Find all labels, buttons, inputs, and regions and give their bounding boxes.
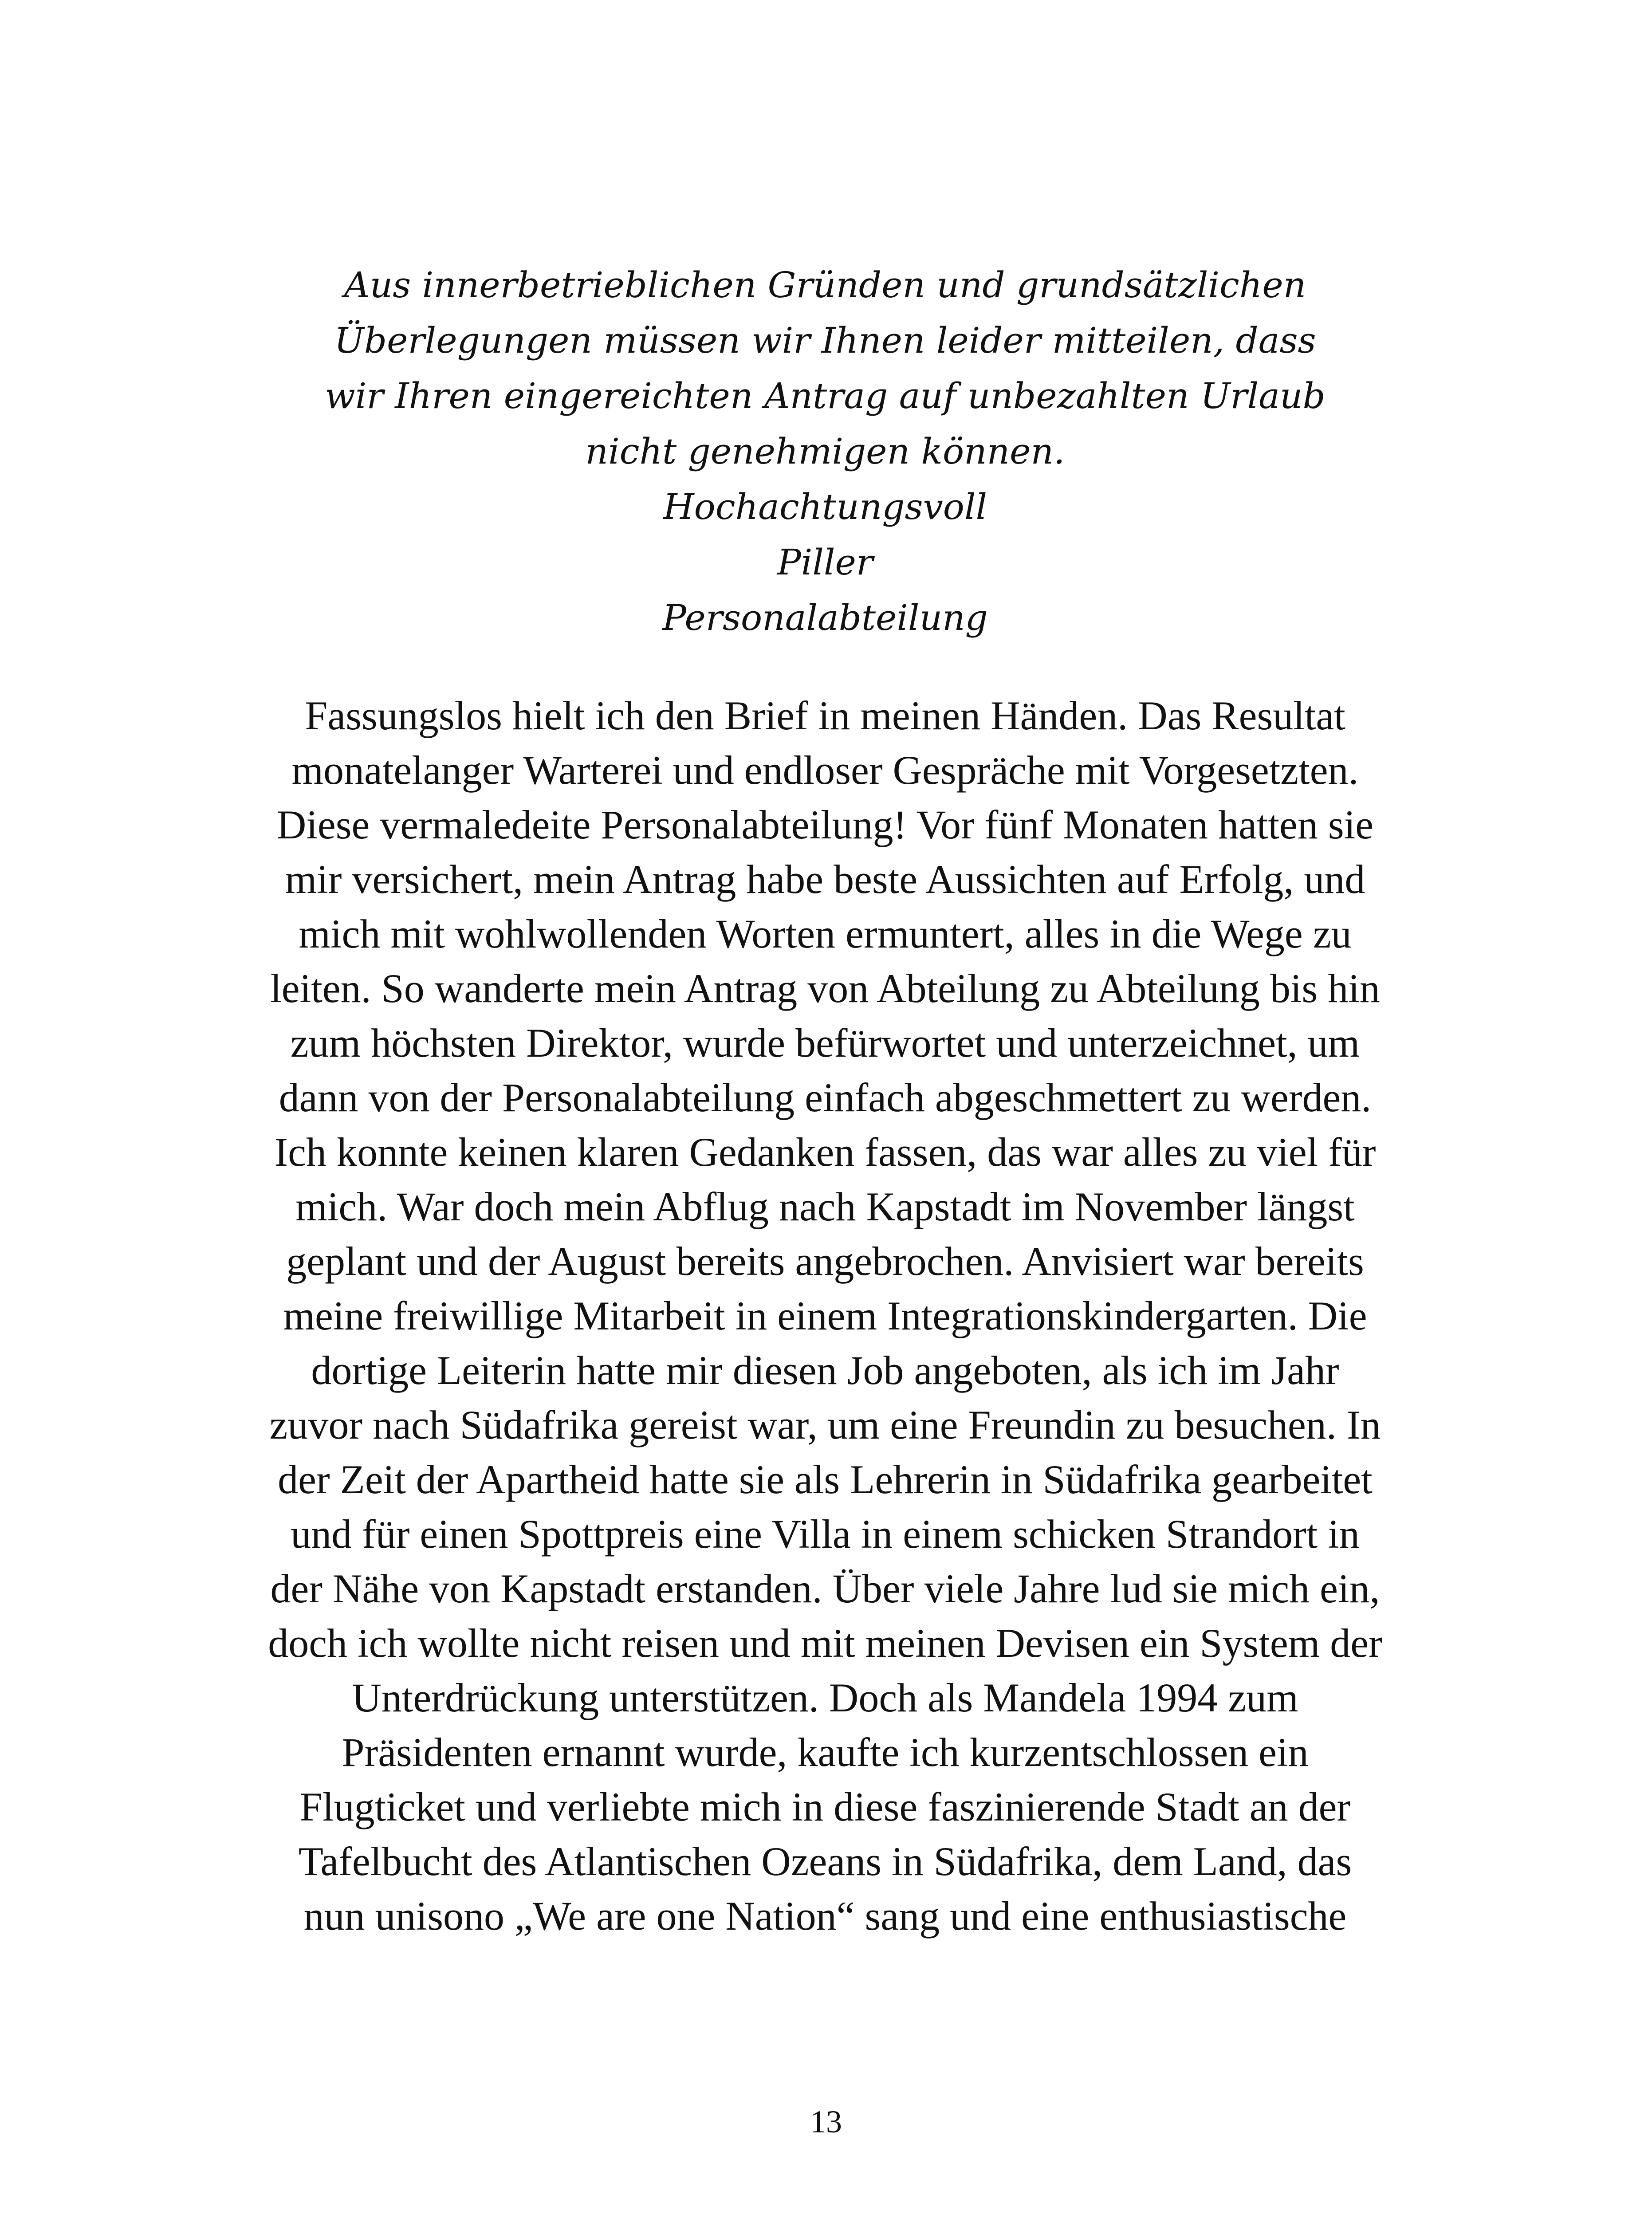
letter-department: Personalabteilung — [662, 597, 988, 638]
letter-signature: Piller — [777, 542, 873, 583]
text-line: Fassungslos hielt ich den Brief in meinen Händen. Das Resultat — [305, 693, 1345, 738]
quoted-letter — [284, 257, 1366, 645]
text-line: Diese vermaledeite Personalabteilung! Vor fünf Monaten hatten sie — [276, 802, 1374, 847]
text-line: dortige Leiterin hatte mir diesen Job angeboten, als ich im Jahr — [311, 1348, 1339, 1393]
text-line: Ich konnte keinen klaren Gedanken fassen, das war alles zu viel für — [274, 1129, 1376, 1175]
text-line: zuvor nach Südafrika gereist war, um eine Freundin zu besuchen. In — [269, 1402, 1381, 1447]
text-line: doch ich wollte nicht reisen und mit meinen Devisen ein System der — [268, 1620, 1382, 1666]
text-line: Tafelbucht des Atlantischen Ozeans in Südafrika, dem Land, das — [298, 1839, 1352, 1884]
letter-line: nicht genehmigen können. — [585, 431, 1065, 472]
text-line: mir versichert, mein Antrag habe beste Aussichten auf Erfolg, und — [285, 857, 1365, 902]
text-line: meine freiwillige Mitarbeit in einem Integrationskindergarten. Die — [283, 1293, 1367, 1338]
letter-line: wir Ihren eingereichten Antrag auf unbezahlten Urlaub — [325, 375, 1326, 417]
text-line: mich. War doch mein Abflug nach Kapstadt im November längst — [295, 1184, 1355, 1229]
text-line: der Nähe von Kapstadt erstanden. Über viele Jahre lud sie mich ein, — [270, 1566, 1380, 1611]
body-paragraph — [177, 688, 1473, 1943]
text-line: der Zeit der Apartheid hatte sie als Lehrerin in Südafrika gearbeitet — [278, 1457, 1373, 1502]
letter-line: Überlegungen müssen wir Ihnen leider mitteilen, dass — [334, 320, 1316, 361]
text-line: mich mit wohlwollenden Worten ermuntert, alles in die Wege zu — [299, 911, 1352, 956]
text-line: geplant und der August bereits angebrochen. Anvisiert war bereits — [286, 1239, 1364, 1284]
text-line: leiten. So wanderte mein Antrag von Abteilung zu Abteilung bis hin — [270, 966, 1380, 1011]
text-line: dann von der Personalabteilung einfach abgeschmettert zu werden. — [279, 1075, 1372, 1120]
text-line: Flugticket und verliebte mich in diese faszinierende Stadt an der — [299, 1784, 1351, 1829]
text-line: und für einen Spottpreis eine Villa in einem schicken Strandort in — [291, 1511, 1360, 1557]
text-line: zum höchsten Direktor, wurde befürwortet und unterzeichnet, um — [290, 1020, 1360, 1066]
letter-line: Aus innerbetrieblichen Gründen und grundsätzlichen — [344, 264, 1306, 306]
text-line: nun unisono „We are one Nation“ sang und eine enthusiastische — [303, 1893, 1347, 1939]
letter-closing: Hochachtungsvoll — [663, 486, 987, 527]
page-number: 13 — [810, 2104, 842, 2139]
text-line: Präsidenten ernannt wurde, kaufte ich kurzentschlossen ein — [342, 1730, 1309, 1775]
text-line: Unterdrückung unterstützen. Doch als Mandela 1994 zum — [352, 1675, 1298, 1720]
text-line: monatelanger Warterei und endloser Gespräche mit Vorgesetzten. — [291, 747, 1359, 793]
